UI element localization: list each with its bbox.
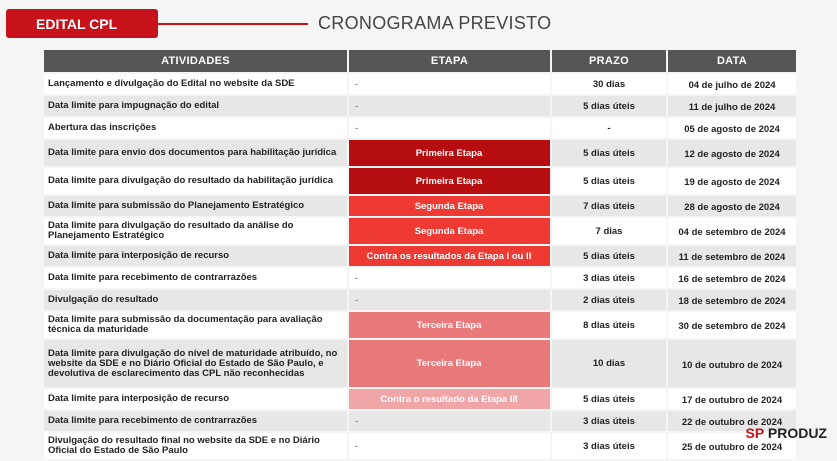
cell-prazo: 2 dias úteis	[552, 290, 666, 310]
table-row	[44, 312, 796, 338]
table-row	[44, 411, 796, 431]
table-row	[44, 340, 796, 387]
table-row	[44, 268, 796, 288]
cell-data: 16 de setembro de 2024	[668, 268, 796, 288]
cell-etapa: Contra o resultado da Etapa III	[349, 389, 550, 409]
schedule-table	[42, 48, 798, 461]
cell-atividade: Data limite para interposição de recurso	[44, 389, 347, 409]
cell-data: 04 de setembro de 2024	[668, 218, 796, 244]
cell-atividade: Data limite para divulgação do resultado da análise do Planejamento Estratégico	[44, 218, 347, 244]
brand-produz: PRODUZ	[767, 425, 827, 441]
brand-logo	[746, 425, 827, 441]
cell-etapa: -	[349, 74, 550, 94]
header-atividades: ATIVIDADES	[44, 50, 347, 72]
cell-data: 05 de agosto de 2024	[668, 118, 796, 138]
cell-data: 25 de outubro de 2024	[668, 433, 796, 459]
cell-etapa: Primeira Etapa	[349, 168, 550, 194]
cell-etapa: Primeira Etapa	[349, 140, 550, 166]
header-divider	[158, 23, 308, 25]
table-row	[44, 74, 796, 94]
cell-atividade: Data limite para recebimento de contrarrazões	[44, 411, 347, 431]
cell-atividade: Data limite para submissão da documentação para avaliação técnica da maturidade	[44, 312, 347, 338]
table-row	[44, 96, 796, 116]
cell-atividade: Data limite para divulgação do nível de maturidade atribuído, no website da SDE e no Diário Oficial do Estado de São Paulo, e devolutiva de esclarecimento das CPL não reconhecidas	[44, 340, 347, 387]
cell-atividade: Data limite para envio dos documentos para habilitação jurídica	[44, 140, 347, 166]
cell-atividade: Divulgação do resultado	[44, 290, 347, 310]
table-row	[44, 433, 796, 459]
cell-data: 10 de outubro de 2024	[668, 340, 796, 387]
cell-atividade: Data limite para recebimento de contrarrazões	[44, 268, 347, 288]
cell-etapa: -	[349, 290, 550, 310]
header-data: DATA	[668, 50, 796, 72]
table-row	[44, 389, 796, 409]
cell-prazo: 5 dias úteis	[552, 96, 666, 116]
cell-prazo: 5 dias úteis	[552, 140, 666, 166]
cell-data: 28 de agosto de 2024	[668, 196, 796, 216]
table-row	[44, 218, 796, 244]
table-row	[44, 196, 796, 216]
cell-data: 19 de agosto de 2024	[668, 168, 796, 194]
cell-prazo: 10 dias	[552, 340, 666, 387]
cell-data: 30 de setembro de 2024	[668, 312, 796, 338]
cell-data: 17 de outubro de 2024	[668, 389, 796, 409]
cell-etapa: Segunda Etapa	[349, 196, 550, 216]
table-row	[44, 140, 796, 166]
cell-prazo: 7 dias	[552, 218, 666, 244]
table-header-row	[44, 50, 796, 72]
cell-etapa: Contra os resultados da Etapa I ou II	[349, 246, 550, 266]
header-prazo: PRAZO	[552, 50, 666, 72]
cell-etapa: -	[349, 268, 550, 288]
cell-prazo: 3 dias úteis	[552, 433, 666, 459]
cell-atividade: Data limite para divulgação do resultado da habilitação jurídica	[44, 168, 347, 194]
cell-etapa: -	[349, 433, 550, 459]
cell-atividade: Data limite para submissão do Planejamento Estratégico	[44, 196, 347, 216]
cell-etapa: -	[349, 411, 550, 431]
cell-data: 04 de julho de 2024	[668, 74, 796, 94]
cell-atividade: Data limite para interposição de recurso	[44, 246, 347, 266]
cell-prazo: 7 dias úteis	[552, 196, 666, 216]
cell-atividade: Abertura das inscrições	[44, 118, 347, 138]
cell-etapa: Terceira Etapa	[349, 340, 550, 387]
cell-data: 11 de setembro de 2024	[668, 246, 796, 266]
cell-prazo: -	[552, 118, 666, 138]
cell-data: 18 de setembro de 2024	[668, 290, 796, 310]
cell-prazo: 5 dias úteis	[552, 246, 666, 266]
brand-sp: SP	[745, 425, 764, 441]
cell-prazo: 8 dias úteis	[552, 312, 666, 338]
header-etapa: ETAPA	[349, 50, 550, 72]
cell-prazo: 3 dias úteis	[552, 268, 666, 288]
cell-prazo: 3 dias úteis	[552, 411, 666, 431]
table-row	[44, 246, 796, 266]
cell-prazo: 5 dias úteis	[552, 389, 666, 409]
cell-data: 12 de agosto de 2024	[668, 140, 796, 166]
page-title: CRONOGRAMA PREVISTO	[318, 13, 552, 33]
table-row	[44, 168, 796, 194]
cell-etapa: Terceira Etapa	[349, 312, 550, 338]
cell-atividade: Data limite para impugnação do edital	[44, 96, 347, 116]
cell-prazo: 30 dias	[552, 74, 666, 94]
cell-atividade: Divulgação do resultado final no website da SDE e no Diário Oficial do Estado de São Paulo	[44, 433, 347, 459]
cell-prazo: 5 dias úteis	[552, 168, 666, 194]
header-badge	[6, 9, 158, 38]
cell-atividade: Lançamento e divulgação do Edital no website da SDE	[44, 74, 347, 94]
cell-etapa: -	[349, 118, 550, 138]
header-badge-label: EDITAL CPL	[36, 15, 118, 32]
table-row	[44, 290, 796, 310]
cell-etapa: Segunda Etapa	[349, 218, 550, 244]
cell-data: 22 de outubro de 2024	[668, 411, 796, 431]
table-row	[44, 118, 796, 138]
cell-etapa: -	[349, 96, 550, 116]
cell-data: 11 de julho de 2024	[668, 96, 796, 116]
